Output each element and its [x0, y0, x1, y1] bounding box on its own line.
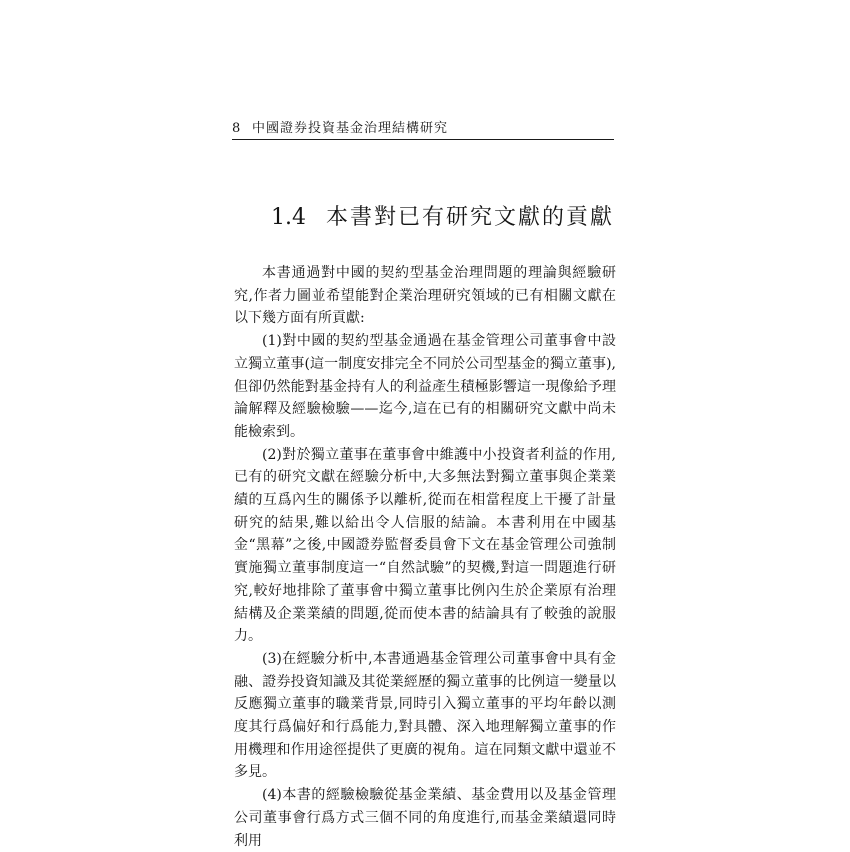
- body-text: [234, 262, 616, 852]
- paragraph-contribution-4: (4)本書的經驗檢驗從基金業績、基金費用以及基金管理公司董事會行爲方式三個不同的角度進行,而基金業績還同時利用: [234, 787, 616, 849]
- running-title: 中國證券投資基金治理結構研究: [252, 121, 449, 136]
- paragraph-contribution-3: (3)在經驗分析中,本書通過基金管理公司董事會中具有金融、證券投資知識及其從業經歷的獨立董事的比例這一變量以反應獨立董事的職業背景,同時引入獨立董事的平均年齡以測度其行爲偏好和行爲能力,對具體、深入地理解獨立董事的作用機理和作用途徑提供了更廣的視角。這在同類文獻中還並不多見。: [234, 650, 616, 781]
- section-title-text: 本書對已有研究文獻的貢獻: [326, 205, 615, 230]
- section-heading: [271, 203, 614, 233]
- section-number: 1.4: [271, 205, 306, 230]
- running-header: [232, 121, 614, 140]
- paragraph-intro: 本書通過對中國的契約型基金治理問題的理論與經驗研究,作者力圖並希望能對企業治理研究領域的已有相關文獻在以下幾方面有所貢獻:: [234, 265, 616, 327]
- page-number: 8: [232, 121, 241, 136]
- paragraph-contribution-1: (1)對中國的契約型基金通過在基金管理公司董事會中設立獨立董事(這一制度安排完全不同於公司型基金的獨立董事),但卻仍然能對基金持有人的利益產生積極影響這一現像給予理論解釋及經驗檢驗——迄今,這在已有的相關研究文獻中尚未能檢索到。: [234, 333, 616, 440]
- paragraph-contribution-2: (2)對於獨立董事在董事會中維護中小投資者利益的作用,已有的研究文獻在經驗分析中,大多無法對獨立董事與企業業績的互爲內生的關係予以離析,從而在相當程度上干擾了計量研究的結果,難以給出令人信服的結論。本書利用在中國基金“黑幕”之後,中國證券監督委員會下文在基金管理公司強制實施獨立董事制度這一“自然試驗”的契機,對這一問題進行研究,較好地排除了董事會中獨立董事比例內生於企業原有治理結構及企業業績的問題,從而使本書的結論具有了較強的說服力。: [234, 446, 616, 645]
